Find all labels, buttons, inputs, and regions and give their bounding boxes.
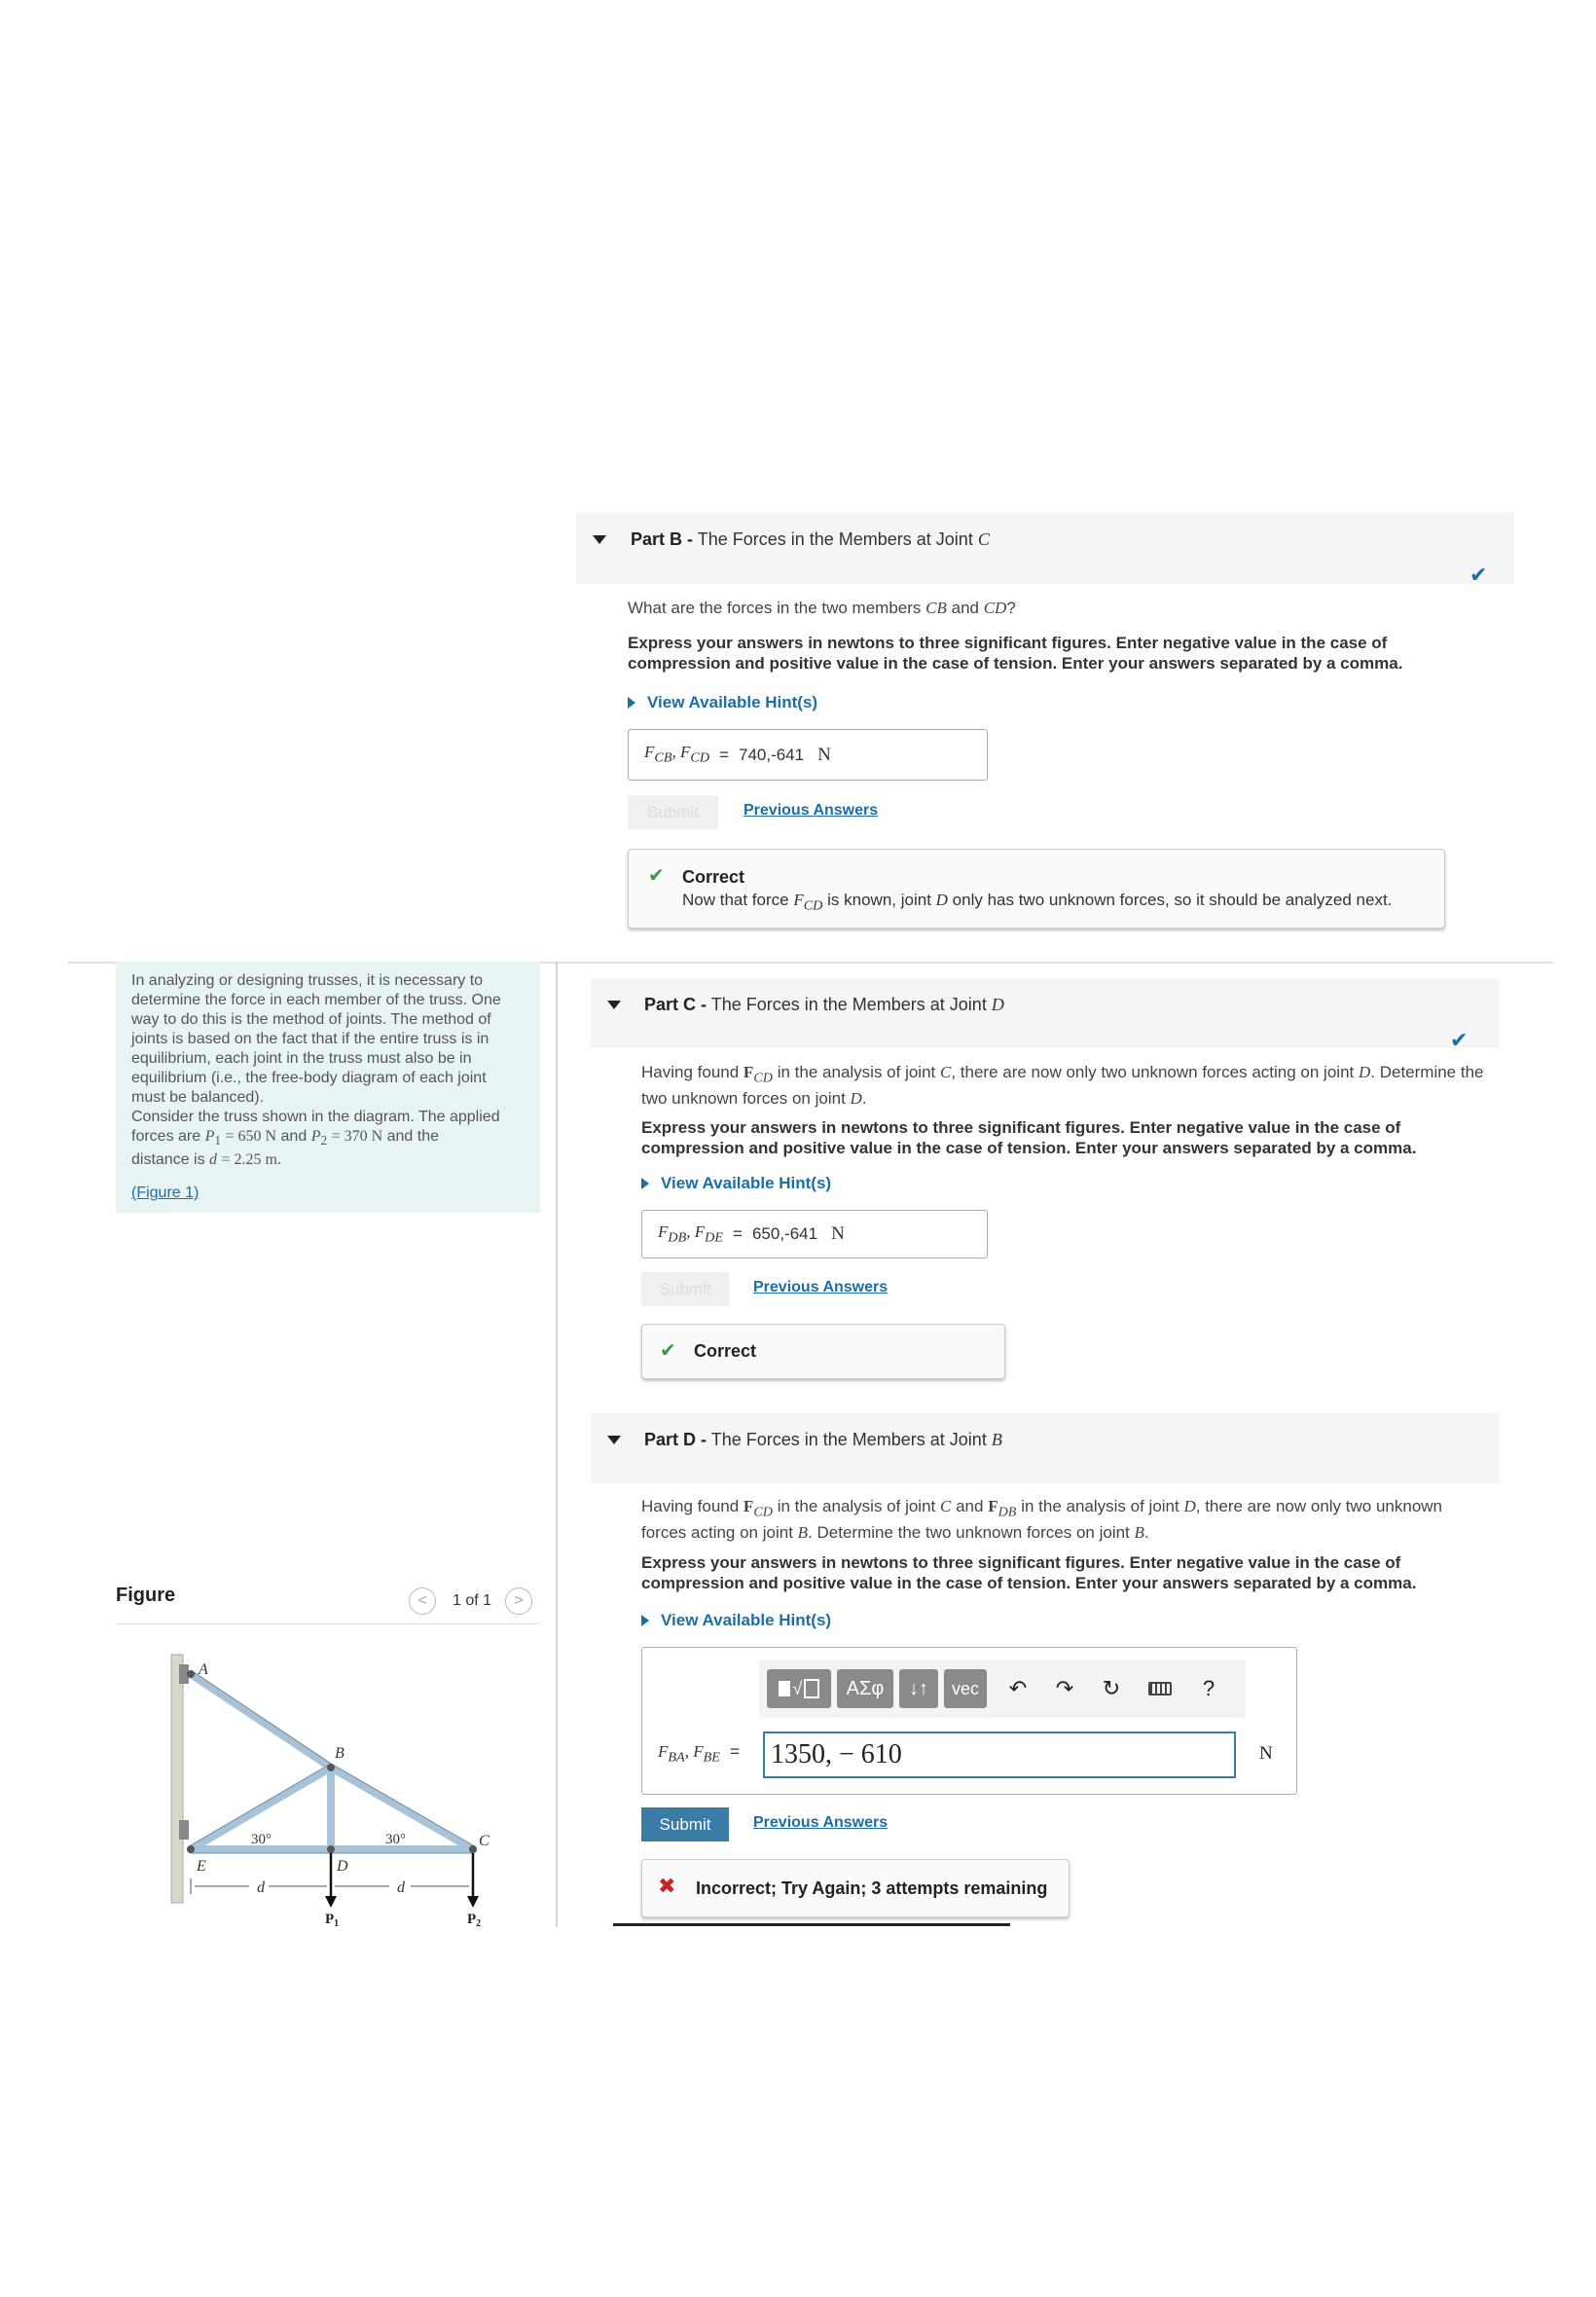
label-p2: $P_2$	[467, 1912, 482, 1927]
joint-c-pin	[469, 1845, 477, 1853]
figure-heading: Figure	[116, 1585, 176, 1606]
part-d-hint-link[interactable]: View Available Hint(s)	[641, 1611, 831, 1630]
part-d-feedback	[641, 1859, 1070, 1917]
part-c-answer-box: $F_{DB}$, $F_{DE}$ = 650,-641 N	[641, 1210, 988, 1258]
redo-icon[interactable]: ↷	[1055, 1676, 1074, 1700]
truss-support-e	[179, 1820, 189, 1840]
incorrect-x-icon: ✖	[658, 1874, 676, 1898]
figure-link[interactable]: (Figure 1)	[131, 1185, 200, 1202]
part-d-title: Part D - The Forces in the Members at Joint B	[644, 1430, 1002, 1449]
label-angle2: 30°	[385, 1832, 406, 1847]
part-c-hint-link[interactable]: View Available Hint(s)	[641, 1174, 831, 1193]
part-d-previous-answers-link[interactable]: Previous Answers	[753, 1814, 889, 1831]
reset-icon[interactable]: ↻	[1102, 1676, 1121, 1700]
label-d2: d	[397, 1879, 405, 1896]
label-c: C	[479, 1833, 490, 1849]
part-c-answer-label: $F_{DB}$, $F_{DE}$	[658, 1221, 724, 1246]
correct-check-icon: ✔	[648, 865, 665, 887]
correct-check-icon: ✔	[660, 1340, 676, 1362]
greek-symbols-button[interactable]: ΑΣφ	[837, 1669, 893, 1708]
part-c-feedback	[641, 1324, 1005, 1379]
part-d-unit: N	[1259, 1743, 1273, 1764]
joint-b-pin	[327, 1764, 335, 1771]
templates-button[interactable]	[767, 1669, 831, 1708]
part-c-submit-button[interactable]: Submit	[641, 1272, 729, 1306]
help-button[interactable]: ?	[1202, 1676, 1215, 1700]
part-d-question: Having found $F_{CD}$ in the analysis of joint C and $F_{DB}$ in the analysis of joint D, there are now only two unknown forces acting on joint B. Determine the two unknown forces on joint B.	[641, 1497, 1443, 1543]
joint-a-pin	[187, 1670, 195, 1678]
vector-button[interactable]: vec	[944, 1669, 987, 1708]
label-p1: $P_1$	[325, 1912, 340, 1927]
part-c-unit: N	[831, 1223, 845, 1244]
part-b-instructions: Express your answers in newtons to three significant figures. Enter negative value in the case of compression and positive value in the case of tension. Enter your answers separated by a comma.	[628, 634, 1403, 673]
subscript-superscript-button[interactable]: ↓↑	[899, 1669, 938, 1708]
part-d-answer-editor	[641, 1647, 1297, 1795]
part-c-title: Part C - The Forces in the Members at Joint D	[644, 995, 1004, 1014]
part-d-collapse-icon[interactable]	[607, 1436, 621, 1444]
label-d: D	[337, 1858, 348, 1875]
box-icon	[804, 1679, 819, 1698]
part-b-answer-label: $F_{CB}$, $F_{CD}$	[644, 743, 710, 766]
part-b-submit-button[interactable]: Submit	[628, 795, 718, 829]
figure-next-button[interactable]: >	[505, 1587, 532, 1615]
part-b-feedback-title: Correct	[682, 867, 745, 887]
part-b-answer-value: 740,-641	[738, 745, 805, 764]
part-b-answer-box: $F_{CB}$, $F_{CD}$ = 740,-641 N	[628, 729, 988, 781]
label-a: A	[199, 1661, 208, 1678]
part-b-unit: N	[817, 744, 831, 765]
part-b-hint-link[interactable]: View Available Hint(s)	[628, 693, 817, 712]
part-c-feedback-title: Correct	[694, 1341, 757, 1361]
label-b: B	[335, 1745, 345, 1762]
part-b-complete-check-icon: ✔	[1469, 563, 1488, 587]
part-c-answer-value: 650,-641	[751, 1224, 818, 1243]
part-d-instructions: Express your answers in newtons to three significant figures. Enter negative value in the case of compression and positive value in the case of tension. Enter your answers separated by a comma.	[641, 1553, 1417, 1592]
joint-e-pin	[187, 1845, 195, 1853]
keyboard-icon[interactable]	[1139, 1669, 1181, 1708]
member-ab	[191, 1674, 331, 1768]
part-c-question: Having found $F_{CD}$ in the analysis of joint C, there are now only two unknown forces acting on joint D. Determine the two unknown forces on joint D.	[641, 1063, 1484, 1109]
joint-d-pin	[327, 1845, 335, 1853]
sqrt-icon: √	[792, 1678, 803, 1698]
part-b-collapse-icon[interactable]	[593, 535, 606, 544]
part-b-feedback	[628, 849, 1445, 929]
label-angle1: 30°	[251, 1832, 272, 1847]
part-d-answer-label: $F_{BA}$, $F_{BE}$ =	[658, 1742, 741, 1766]
truss-figure	[156, 1645, 506, 1927]
template-icon	[779, 1681, 790, 1696]
part-d-answer-input[interactable]: 1350, − 610	[763, 1732, 1236, 1778]
part-b-feedback-text: Now that force $F_{CD}$ is known, joint D only has two unknown forces, so it should be analyzed next.	[682, 891, 1393, 914]
truss-wall	[171, 1655, 183, 1903]
panel-divider	[556, 962, 558, 1927]
part-c-previous-answers-link[interactable]: Previous Answers	[753, 1279, 889, 1295]
label-e: E	[197, 1858, 206, 1875]
part-b-question: What are the forces in the two members CB and CD?	[628, 599, 1016, 617]
part-c-instructions: Express your answers in newtons to three significant figures. Enter negative value in the case of compression and positive value in the case of tension. Enter your answers separated by a comma.	[641, 1118, 1417, 1157]
figure-heading-rule	[116, 1623, 540, 1624]
part-d-submit-button[interactable]: Submit	[641, 1807, 729, 1841]
label-d1: d	[257, 1879, 265, 1896]
part-b-previous-answers-link[interactable]: Previous Answers	[744, 802, 879, 819]
figure-prev-button[interactable]: <	[409, 1587, 436, 1615]
figure-pager: 1 of 1	[453, 1592, 492, 1609]
part-d-feedback-underline	[613, 1923, 1010, 1926]
part-c-collapse-icon[interactable]	[607, 1001, 621, 1009]
undo-icon[interactable]: ↶	[1008, 1676, 1028, 1700]
part-c-complete-check-icon: ✔	[1450, 1028, 1469, 1052]
part-b-title: Part B - The Forces in the Members at Joint C	[631, 529, 990, 549]
problem-intro: In analyzing or designing trusses, it is necessary to determine the force in each member of the truss. One way to do this is the method of joints. The method of joints is based on the fact that if the entire truss is in equilibrium, each joint in the truss must also be in equilibrium (i.e., the free-body diagram of each joint must be balanced). Consider the truss shown in the diagram. The applied forces are $P_1 = 650$ N and $P_2 = 370$ N and the distance is d = 2.25 m. (Figure 1)	[116, 962, 540, 1213]
part-d-feedback-title: Incorrect; Try Again; 3 attempts remaining	[696, 1878, 1048, 1898]
math-toolbar	[759, 1659, 1246, 1718]
